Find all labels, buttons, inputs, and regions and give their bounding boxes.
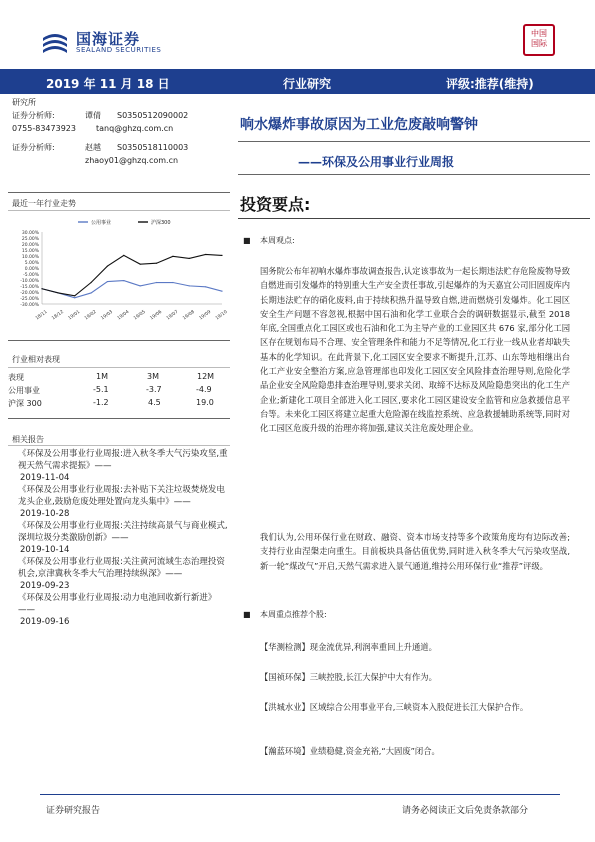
perf-table: [8, 372, 230, 411]
related-title: 相关报告: [12, 435, 44, 444]
analyst2-email[interactable]: zhaoy01@ghzq.com.cn: [85, 156, 179, 165]
x-tick-label: 19/07: [165, 309, 180, 322]
x-tick-label: 19/10: [214, 309, 229, 322]
footer-right: 请务必阅读正文后免责条款部分: [402, 806, 529, 816]
stock-recommendation: 【华测检测】现金流优异,利润率重回上升通道。: [260, 642, 437, 652]
y-tick-label: 30.00%: [21, 231, 39, 236]
section-divider: [8, 340, 230, 341]
section-divider: [8, 192, 230, 193]
section-divider: [238, 218, 590, 219]
legend-label: 沪深300: [151, 220, 171, 226]
perf-header-cell: 12M: [197, 372, 215, 381]
perf-cell: -1.2: [93, 398, 109, 407]
investment-points-title: 投资要点:: [240, 195, 311, 214]
x-tick-label: 19/02: [84, 309, 98, 322]
related-report-date: 2019-09-16: [20, 617, 70, 627]
seal-text-line: 国际: [531, 39, 547, 48]
list-item[interactable]: [18, 448, 230, 484]
related-report-title[interactable]: 《环保及公用事业行业周报:关注黄河流域生态治理投资机会,京津冀秋冬季大气治理持续纵深》——: [18, 557, 225, 579]
perf-header-cell: 1M: [96, 372, 108, 381]
data-point: [123, 280, 124, 281]
bullet-heading: 本周观点:: [260, 236, 295, 245]
analyst1-id: S0350512090002: [117, 111, 189, 120]
perf-cell: -4.9: [196, 385, 212, 394]
data-point: [140, 285, 141, 286]
header-bar: [0, 69, 595, 94]
related-report-date: 2019-10-28: [20, 509, 70, 519]
x-tick-label: 19/08: [182, 309, 196, 322]
related-report-title[interactable]: 《环保及公用事业行业周报:动力电池回收新行新进》——: [18, 593, 217, 615]
industry-trend-chart: [8, 214, 230, 332]
data-point: [123, 255, 124, 256]
analyst2-name: 赵越: [85, 143, 101, 152]
x-tick-label: 19/05: [133, 309, 147, 322]
data-point: [74, 295, 75, 296]
x-tick-label: 18/12: [51, 309, 65, 322]
logo-text-en: SEALAND SECURITIES: [76, 46, 162, 54]
data-point: [90, 292, 91, 293]
perf-title: 行业相对表现: [12, 355, 60, 364]
list-item[interactable]: [18, 592, 230, 628]
bullet-icon: ■: [243, 610, 251, 619]
data-point: [41, 288, 42, 289]
list-item[interactable]: [18, 556, 230, 592]
report-date: 2019 年 11 月 18 日: [46, 77, 170, 91]
report-subtitle: ——环保及公用事业行业周报: [298, 155, 455, 169]
list-item[interactable]: [18, 484, 230, 520]
data-point: [221, 291, 222, 292]
analyst1-name: 谭倩: [85, 111, 101, 120]
data-point: [156, 263, 157, 264]
data-point: [107, 281, 108, 282]
data-point: [107, 265, 108, 266]
title-divider: [238, 141, 590, 142]
table-row: [8, 385, 230, 398]
bullet-icon: ■: [243, 236, 251, 245]
report-title: 响水爆炸事故原因为工业危废敲响警钟: [240, 117, 478, 133]
related-list: [18, 448, 230, 628]
related-report-date: 2019-09-23: [20, 581, 70, 591]
related-report-title[interactable]: 《环保及公用事业行业周报:关注持续高景气与商业模式,深圳垃圾分类激励创新》——: [18, 521, 228, 543]
y-tick-label: 15.00%: [21, 249, 39, 254]
x-tick-label: 19/03: [100, 309, 114, 322]
x-tick-label: 19/06: [149, 309, 164, 322]
x-tick-label: 19/01: [67, 309, 82, 322]
data-point: [172, 282, 173, 283]
bullet-heading: 本周重点推荐个股:: [260, 610, 327, 619]
legend-label: 公用事业: [91, 220, 112, 226]
perf-cell: -3.7: [146, 385, 162, 394]
section-divider: [8, 418, 230, 419]
x-tick-label: 19/04: [116, 309, 131, 322]
seal-text-line: 中国: [531, 29, 547, 38]
data-point: [156, 282, 157, 283]
perf-cell: 4.5: [148, 398, 161, 407]
table-row: [8, 398, 230, 411]
data-point: [205, 254, 206, 255]
footer-rule: [40, 794, 560, 795]
y-tick-label: -25.00%: [20, 297, 39, 302]
series-line-1: [42, 254, 222, 295]
related-report-date: 2019-10-14: [20, 545, 70, 555]
data-point: [189, 258, 190, 259]
related-report-date: 2019-11-04: [20, 473, 70, 483]
seal-logo: [523, 24, 555, 56]
analyst1-label: 证券分析师:: [12, 111, 55, 120]
title-divider-bottom: [238, 174, 590, 175]
x-tick-label: 18/11: [34, 309, 49, 322]
related-report-title[interactable]: 《环保及公用事业行业周报:去补贴下关注垃圾焚烧发电龙头企业,鼓励危废处理处置向龙头集中》——: [18, 485, 225, 507]
data-point: [221, 255, 222, 256]
y-tick-label: 20.00%: [21, 243, 39, 248]
stock-recommendation: 【洪城水业】区域综合公用事业平台,三峡资本入股促进长江大保护合作。: [260, 702, 529, 712]
paragraph: 国务院公布年初响水爆炸事故调查报告,认定该事故为一起长期违法贮存危险废物导致自燃进而引发爆炸的特别重大生产安全责任事故,引起爆炸的为天嘉宜公司旧固废库内长期违法贮存的硝化废料,由于持续积热升温导致自燃,进而燃烧引发爆炸。化工园区安全生产问题不容忽视,根据中国石油和化学工业联合会的调研数据显示,截至 2018 年底,全国重点化工园区或也石油和化工为主导产业的工业园区共 676 家,部分化工园区存在规划布局不合理、安全管理条件和能力不足等情况,化工行业一线从业者却缺失基本的化学知识。在此背景下,化工园区安全要求不断提升,江苏、山东等地相继出台化工产业安全整治方案,应急管理部也印发化工园区安全风险排查治理导则,危险化学品企业安全风险隐患排查治理导则,要求关闭、取缔不达标及风险隐患突出的化工生产企业;新建化工项目全部进入化工园区,要求化工园区建设安全监管和应急救援信息平台等。未来化工园区将建立起重大危险源在线监控系统、应急救援辅助系统等,同时对化工园区危废升级的治理亦将加强,建议关注危废处理企业。: [260, 266, 570, 434]
data-point: [205, 286, 206, 287]
perf-header-cell: 表现: [8, 373, 24, 382]
y-tick-label: 0.00%: [24, 267, 39, 272]
paragraph: 我们认为,公用环保行业在财政、融资、资本市场支持等多个政策角度均有边际改善;支持行业由涅槃走向重生。目前板块具备估值优势,同时进入秋冬季大气污染攻坚战,新一轮“煤改气”开启,天然气需求进入景气通道,维持公用环保行业“推荐”评级。: [260, 532, 570, 571]
list-item[interactable]: [18, 520, 230, 556]
section-divider: [8, 210, 230, 211]
report-type: 行业研究: [283, 77, 332, 91]
industry-rating: 评级:推荐(维持): [446, 77, 534, 91]
data-point: [74, 297, 75, 298]
y-tick-label: -5.00%: [23, 273, 39, 278]
y-tick-label: 10.00%: [21, 255, 39, 260]
data-point: [140, 264, 141, 265]
stock-recommendation: 【国祯环保】三峡控股,长江大保护中大有作为。: [260, 672, 437, 682]
data-point: [90, 282, 91, 283]
y-tick-label: -30.00%: [20, 303, 39, 308]
stock-recommendation: 【瀚蓝环境】业绩稳健,资金充裕,“大固废”闭合。: [260, 746, 440, 756]
y-tick-label: -15.00%: [20, 285, 39, 290]
analyst2-id: S0350518110003: [117, 143, 189, 152]
analyst2-label: 证券分析师:: [12, 143, 55, 152]
perf-header-cell: 3M: [147, 372, 159, 381]
table-row: [8, 372, 230, 385]
logo-text-cn: 国海证券: [76, 30, 141, 48]
data-point: [172, 256, 173, 257]
perf-cell: 公用事业: [8, 386, 40, 395]
sealand-logo-icon: [40, 32, 70, 56]
analyst1-email[interactable]: tanq@ghzq.com.cn: [96, 124, 174, 133]
data-point: [58, 292, 59, 293]
x-tick-label: 19/09: [198, 309, 213, 322]
section-divider: [8, 445, 230, 446]
section-divider: [8, 367, 230, 368]
related-report-title[interactable]: 《环保及公用事业行业周报:进入秋冬季大气污染攻坚,重视天然气需求提振》——: [18, 449, 228, 471]
institute-label: 研究所: [12, 98, 36, 107]
footer-left: 证券研究报告: [46, 806, 101, 816]
perf-cell: 19.0: [196, 398, 214, 407]
y-tick-label: 5.00%: [24, 261, 39, 266]
perf-cell: -5.1: [93, 385, 109, 394]
y-tick-label: -10.00%: [20, 279, 39, 284]
analyst-block: [12, 98, 232, 169]
y-tick-label: 25.00%: [21, 237, 39, 242]
data-point: [189, 285, 190, 286]
y-tick-label: -20.00%: [20, 291, 39, 296]
chart-section-title: 最近一年行业走势: [12, 199, 76, 208]
perf-cell: 沪深 300: [8, 399, 42, 408]
analyst1-phone: 0755-83473923: [12, 124, 76, 133]
